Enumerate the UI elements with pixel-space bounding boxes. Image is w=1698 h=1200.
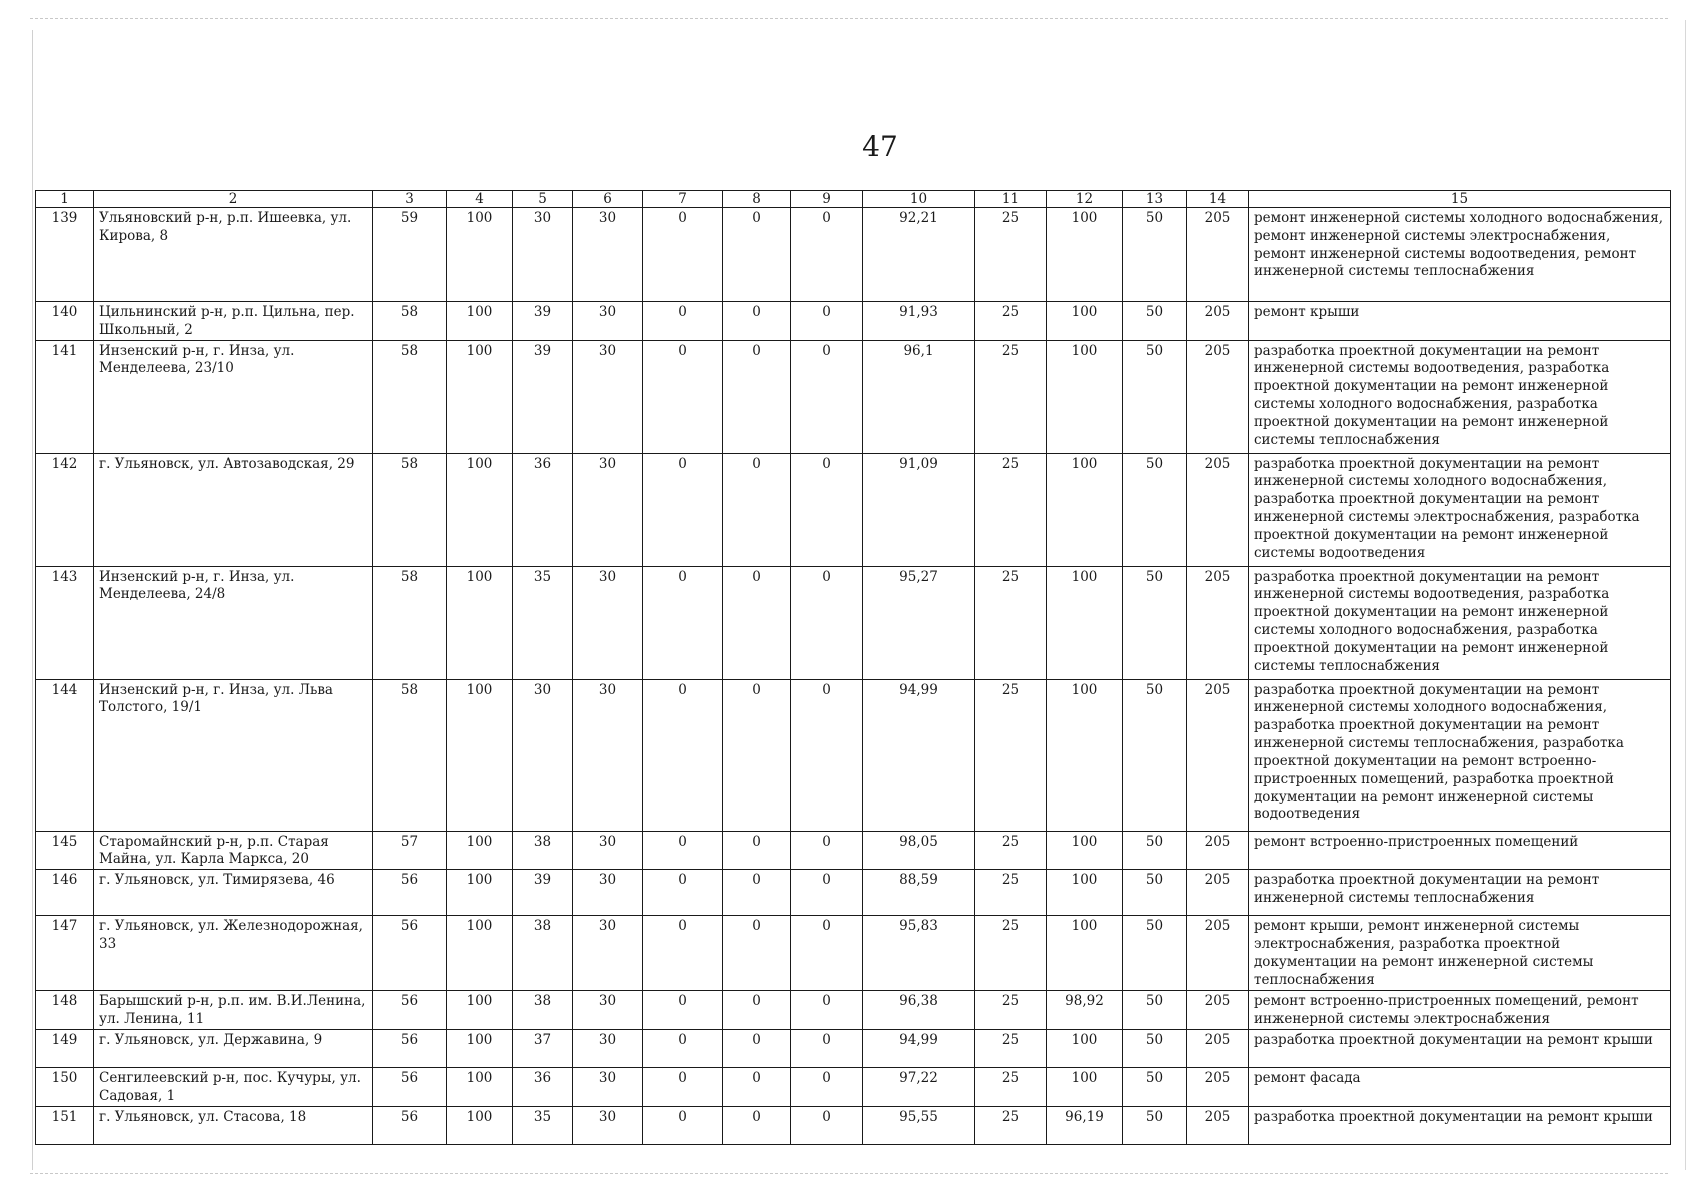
value-cell: 25 bbox=[975, 566, 1047, 679]
row-number: 146 bbox=[36, 870, 94, 916]
value-cell: 56 bbox=[373, 1067, 447, 1106]
value-cell: 30 bbox=[573, 302, 643, 341]
value-cell: 100 bbox=[1047, 916, 1123, 991]
value-cell: 50 bbox=[1123, 679, 1187, 831]
works-cell: ремонт крыши, ремонт инженерной системы электроснабжения, разработка проектной документации на ремонт инженерной системы теплоснабжения bbox=[1249, 916, 1671, 991]
value-cell: 100 bbox=[447, 340, 513, 453]
works-cell: разработка проектной документации на ремонт инженерной системы холодного водоснабжения, разработка проектной документации на ремонт инженерной системы электроснабжения, разработка проектной документации на ремонт инженерной системы водоотведения bbox=[1249, 453, 1671, 566]
value-cell: 50 bbox=[1123, 831, 1187, 870]
value-cell: 50 bbox=[1123, 302, 1187, 341]
value-cell: 97,22 bbox=[863, 1067, 975, 1106]
value-cell: 0 bbox=[723, 208, 791, 302]
value-cell: 56 bbox=[373, 991, 447, 1030]
value-cell: 59 bbox=[373, 208, 447, 302]
value-cell: 50 bbox=[1123, 870, 1187, 916]
value-cell: 56 bbox=[373, 916, 447, 991]
value-cell: 100 bbox=[447, 1029, 513, 1067]
value-cell: 30 bbox=[513, 679, 573, 831]
value-cell: 38 bbox=[513, 916, 573, 991]
value-cell: 100 bbox=[1047, 1029, 1123, 1067]
value-cell: 50 bbox=[1123, 1106, 1187, 1144]
address-cell: Инзенский р-н, г. Инза, ул. Льва Толстого, 19/1 bbox=[94, 679, 373, 831]
address-cell: г. Ульяновск, ул. Железнодорожная, 33 bbox=[94, 916, 373, 991]
column-header: 14 bbox=[1187, 191, 1249, 208]
row-number: 149 bbox=[36, 1029, 94, 1067]
value-cell: 50 bbox=[1123, 566, 1187, 679]
value-cell: 94,99 bbox=[863, 679, 975, 831]
table-row bbox=[36, 566, 1671, 679]
works-cell: разработка проектной документации на ремонт крыши bbox=[1249, 1106, 1671, 1144]
table-row bbox=[36, 1067, 1671, 1106]
works-cell: разработка проектной документации на ремонт крыши bbox=[1249, 1029, 1671, 1067]
value-cell: 0 bbox=[723, 566, 791, 679]
value-cell: 50 bbox=[1123, 340, 1187, 453]
value-cell: 0 bbox=[643, 679, 723, 831]
works-cell: разработка проектной документации на ремонт инженерной системы холодного водоснабжения, разработка проектной документации на ремонт инженерной системы теплоснабжения, разработка проектной документации на ремонт встроенно-пристроенных помещений, разработка проектной документации на ремонт инженерной системы водоотведения bbox=[1249, 679, 1671, 831]
value-cell: 0 bbox=[791, 870, 863, 916]
value-cell: 30 bbox=[573, 453, 643, 566]
value-cell: 100 bbox=[447, 831, 513, 870]
table-row bbox=[36, 1029, 1671, 1067]
value-cell: 100 bbox=[1047, 340, 1123, 453]
value-cell: 100 bbox=[447, 1106, 513, 1144]
value-cell: 0 bbox=[791, 1106, 863, 1144]
value-cell: 0 bbox=[643, 1067, 723, 1106]
value-cell: 100 bbox=[447, 208, 513, 302]
value-cell: 0 bbox=[791, 831, 863, 870]
value-cell: 95,83 bbox=[863, 916, 975, 991]
row-number: 148 bbox=[36, 991, 94, 1030]
value-cell: 100 bbox=[447, 566, 513, 679]
value-cell: 25 bbox=[975, 870, 1047, 916]
scan-edge-bottom bbox=[30, 1173, 1668, 1174]
value-cell: 0 bbox=[791, 1029, 863, 1067]
value-cell: 57 bbox=[373, 831, 447, 870]
houses-table bbox=[35, 190, 1671, 1145]
row-number: 151 bbox=[36, 1106, 94, 1144]
value-cell: 50 bbox=[1123, 208, 1187, 302]
column-header: 6 bbox=[573, 191, 643, 208]
value-cell: 95,27 bbox=[863, 566, 975, 679]
value-cell: 58 bbox=[373, 679, 447, 831]
value-cell: 0 bbox=[643, 340, 723, 453]
works-cell: ремонт инженерной системы холодного водоснабжения, ремонт инженерной системы электроснабжения, ремонт инженерной системы водоотведения, ремонт инженерной системы теплоснабжения bbox=[1249, 208, 1671, 302]
value-cell: 36 bbox=[513, 1067, 573, 1106]
works-cell: разработка проектной документации на ремонт инженерной системы водоотведения, разработка проектной документации на ремонт инженерной системы холодного водоснабжения, разработка проектной документации на ремонт инженерной системы теплоснабжения bbox=[1249, 566, 1671, 679]
value-cell: 0 bbox=[791, 208, 863, 302]
value-cell: 100 bbox=[447, 870, 513, 916]
value-cell: 25 bbox=[975, 991, 1047, 1030]
value-cell: 91,93 bbox=[863, 302, 975, 341]
value-cell: 205 bbox=[1187, 566, 1249, 679]
works-cell: ремонт встроенно-пристроенных помещений bbox=[1249, 831, 1671, 870]
value-cell: 94,99 bbox=[863, 1029, 975, 1067]
table-row bbox=[36, 679, 1671, 831]
table-row bbox=[36, 831, 1671, 870]
value-cell: 50 bbox=[1123, 1029, 1187, 1067]
column-header: 3 bbox=[373, 191, 447, 208]
value-cell: 98,92 bbox=[1047, 991, 1123, 1030]
table-row bbox=[36, 991, 1671, 1030]
table-body bbox=[36, 208, 1671, 1145]
table-row bbox=[36, 208, 1671, 302]
value-cell: 0 bbox=[723, 453, 791, 566]
value-cell: 0 bbox=[643, 302, 723, 341]
value-cell: 205 bbox=[1187, 302, 1249, 341]
value-cell: 30 bbox=[573, 991, 643, 1030]
value-cell: 100 bbox=[1047, 208, 1123, 302]
value-cell: 0 bbox=[643, 453, 723, 566]
value-cell: 205 bbox=[1187, 208, 1249, 302]
value-cell: 38 bbox=[513, 831, 573, 870]
value-cell: 30 bbox=[573, 1106, 643, 1144]
value-cell: 0 bbox=[723, 870, 791, 916]
value-cell: 0 bbox=[791, 916, 863, 991]
column-header: 1 bbox=[36, 191, 94, 208]
value-cell: 56 bbox=[373, 870, 447, 916]
value-cell: 0 bbox=[791, 340, 863, 453]
value-cell: 30 bbox=[573, 340, 643, 453]
works-cell: разработка проектной документации на ремонт инженерной системы водоотведения, разработка проектной документации на ремонт инженерной системы холодного водоснабжения, разработка проектной документации на ремонт инженерной системы теплоснабжения bbox=[1249, 340, 1671, 453]
page-number: 47 bbox=[862, 130, 898, 163]
value-cell: 0 bbox=[723, 679, 791, 831]
value-cell: 96,38 bbox=[863, 991, 975, 1030]
address-cell: г. Ульяновск, ул. Стасова, 18 bbox=[94, 1106, 373, 1144]
value-cell: 58 bbox=[373, 566, 447, 679]
works-cell: разработка проектной документации на ремонт инженерной системы теплоснабжения bbox=[1249, 870, 1671, 916]
value-cell: 205 bbox=[1187, 1106, 1249, 1144]
value-cell: 0 bbox=[643, 208, 723, 302]
value-cell: 0 bbox=[723, 1029, 791, 1067]
value-cell: 0 bbox=[791, 453, 863, 566]
column-header: 2 bbox=[94, 191, 373, 208]
value-cell: 25 bbox=[975, 1029, 1047, 1067]
table-header bbox=[36, 191, 1671, 208]
value-cell: 30 bbox=[573, 679, 643, 831]
value-cell: 35 bbox=[513, 1106, 573, 1144]
value-cell: 0 bbox=[643, 991, 723, 1030]
value-cell: 0 bbox=[643, 1029, 723, 1067]
row-number: 143 bbox=[36, 566, 94, 679]
value-cell: 0 bbox=[723, 302, 791, 341]
scan-edge-right bbox=[1685, 20, 1686, 1170]
value-cell: 25 bbox=[975, 916, 1047, 991]
value-cell: 30 bbox=[573, 208, 643, 302]
address-cell: Ульяновский р-н, р.п. Ишеевка, ул. Кирова, 8 bbox=[94, 208, 373, 302]
address-cell: Цильнинский р-н, р.п. Цильна, пер. Школьный, 2 bbox=[94, 302, 373, 341]
row-number: 141 bbox=[36, 340, 94, 453]
value-cell: 0 bbox=[723, 991, 791, 1030]
value-cell: 100 bbox=[447, 1067, 513, 1106]
table-row bbox=[36, 453, 1671, 566]
value-cell: 30 bbox=[573, 1067, 643, 1106]
address-cell: Барышский р-н, р.п. им. В.И.Ленина, ул. Ленина, 11 bbox=[94, 991, 373, 1030]
value-cell: 30 bbox=[573, 1029, 643, 1067]
value-cell: 96,19 bbox=[1047, 1106, 1123, 1144]
column-header: 15 bbox=[1249, 191, 1671, 208]
value-cell: 0 bbox=[723, 916, 791, 991]
value-cell: 100 bbox=[1047, 566, 1123, 679]
row-number: 147 bbox=[36, 916, 94, 991]
value-cell: 205 bbox=[1187, 1029, 1249, 1067]
column-header: 11 bbox=[975, 191, 1047, 208]
value-cell: 98,05 bbox=[863, 831, 975, 870]
value-cell: 0 bbox=[723, 1106, 791, 1144]
address-cell: Инзенский р-н, г. Инза, ул. Менделеева, 24/8 bbox=[94, 566, 373, 679]
value-cell: 100 bbox=[1047, 679, 1123, 831]
value-cell: 0 bbox=[723, 340, 791, 453]
value-cell: 30 bbox=[573, 916, 643, 991]
value-cell: 100 bbox=[447, 679, 513, 831]
value-cell: 30 bbox=[513, 208, 573, 302]
column-header: 4 bbox=[447, 191, 513, 208]
value-cell: 0 bbox=[643, 1106, 723, 1144]
value-cell: 100 bbox=[1047, 453, 1123, 566]
address-cell: Сенгилеевский р-н, пос. Кучуры, ул. Садовая, 1 bbox=[94, 1067, 373, 1106]
value-cell: 25 bbox=[975, 453, 1047, 566]
works-cell: ремонт встроенно-пристроенных помещений, ремонт инженерной системы электроснабжения bbox=[1249, 991, 1671, 1030]
row-number: 145 bbox=[36, 831, 94, 870]
address-cell: г. Ульяновск, ул. Тимирязева, 46 bbox=[94, 870, 373, 916]
value-cell: 96,1 bbox=[863, 340, 975, 453]
value-cell: 58 bbox=[373, 453, 447, 566]
value-cell: 0 bbox=[791, 679, 863, 831]
value-cell: 50 bbox=[1123, 1067, 1187, 1106]
value-cell: 205 bbox=[1187, 991, 1249, 1030]
row-number: 144 bbox=[36, 679, 94, 831]
address-cell: Старомайнский р-н, р.п. Старая Майна, ул. Карла Маркса, 20 bbox=[94, 831, 373, 870]
row-number: 150 bbox=[36, 1067, 94, 1106]
address-cell: Инзенский р-н, г. Инза, ул. Менделеева, 23/10 bbox=[94, 340, 373, 453]
value-cell: 0 bbox=[643, 831, 723, 870]
value-cell: 38 bbox=[513, 991, 573, 1030]
value-cell: 0 bbox=[643, 916, 723, 991]
row-number: 139 bbox=[36, 208, 94, 302]
column-header: 9 bbox=[791, 191, 863, 208]
value-cell: 0 bbox=[643, 870, 723, 916]
value-cell: 0 bbox=[723, 831, 791, 870]
value-cell: 95,55 bbox=[863, 1106, 975, 1144]
value-cell: 0 bbox=[723, 1067, 791, 1106]
address-cell: г. Ульяновск, ул. Автозаводская, 29 bbox=[94, 453, 373, 566]
value-cell: 205 bbox=[1187, 340, 1249, 453]
value-cell: 25 bbox=[975, 302, 1047, 341]
table-row bbox=[36, 870, 1671, 916]
value-cell: 100 bbox=[447, 302, 513, 341]
value-cell: 92,21 bbox=[863, 208, 975, 302]
value-cell: 56 bbox=[373, 1106, 447, 1144]
value-cell: 30 bbox=[573, 566, 643, 679]
column-header: 8 bbox=[723, 191, 791, 208]
value-cell: 100 bbox=[447, 453, 513, 566]
value-cell: 58 bbox=[373, 302, 447, 341]
value-cell: 25 bbox=[975, 208, 1047, 302]
value-cell: 25 bbox=[975, 1106, 1047, 1144]
value-cell: 205 bbox=[1187, 916, 1249, 991]
value-cell: 36 bbox=[513, 453, 573, 566]
column-header: 7 bbox=[643, 191, 723, 208]
value-cell: 91,09 bbox=[863, 453, 975, 566]
value-cell: 205 bbox=[1187, 679, 1249, 831]
value-cell: 50 bbox=[1123, 991, 1187, 1030]
value-cell: 25 bbox=[975, 831, 1047, 870]
works-cell: ремонт крыши bbox=[1249, 302, 1671, 341]
column-header: 5 bbox=[513, 191, 573, 208]
value-cell: 100 bbox=[447, 916, 513, 991]
value-cell: 0 bbox=[791, 1067, 863, 1106]
value-cell: 100 bbox=[1047, 1067, 1123, 1106]
row-number: 142 bbox=[36, 453, 94, 566]
scan-edge-left bbox=[32, 30, 33, 1170]
value-cell: 0 bbox=[643, 566, 723, 679]
value-cell: 0 bbox=[791, 302, 863, 341]
value-cell: 35 bbox=[513, 566, 573, 679]
value-cell: 0 bbox=[791, 566, 863, 679]
value-cell: 25 bbox=[975, 340, 1047, 453]
table-row bbox=[36, 916, 1671, 991]
value-cell: 56 bbox=[373, 1029, 447, 1067]
value-cell: 100 bbox=[1047, 831, 1123, 870]
value-cell: 30 bbox=[573, 831, 643, 870]
value-cell: 58 bbox=[373, 340, 447, 453]
value-cell: 100 bbox=[1047, 302, 1123, 341]
value-cell: 100 bbox=[1047, 870, 1123, 916]
value-cell: 39 bbox=[513, 340, 573, 453]
value-cell: 25 bbox=[975, 679, 1047, 831]
value-cell: 205 bbox=[1187, 453, 1249, 566]
column-header: 13 bbox=[1123, 191, 1187, 208]
value-cell: 205 bbox=[1187, 870, 1249, 916]
value-cell: 205 bbox=[1187, 1067, 1249, 1106]
value-cell: 50 bbox=[1123, 916, 1187, 991]
scan-edge-top bbox=[30, 18, 1668, 19]
works-cell: ремонт фасада bbox=[1249, 1067, 1671, 1106]
value-cell: 39 bbox=[513, 870, 573, 916]
value-cell: 205 bbox=[1187, 831, 1249, 870]
value-cell: 30 bbox=[573, 870, 643, 916]
column-header: 10 bbox=[863, 191, 975, 208]
value-cell: 25 bbox=[975, 1067, 1047, 1106]
column-header: 12 bbox=[1047, 191, 1123, 208]
value-cell: 50 bbox=[1123, 453, 1187, 566]
value-cell: 37 bbox=[513, 1029, 573, 1067]
table-row bbox=[36, 340, 1671, 453]
address-cell: г. Ульяновск, ул. Державина, 9 bbox=[94, 1029, 373, 1067]
table-row bbox=[36, 1106, 1671, 1144]
value-cell: 100 bbox=[447, 991, 513, 1030]
table-row bbox=[36, 302, 1671, 341]
value-cell: 39 bbox=[513, 302, 573, 341]
value-cell: 88,59 bbox=[863, 870, 975, 916]
value-cell: 0 bbox=[791, 991, 863, 1030]
row-number: 140 bbox=[36, 302, 94, 341]
header-row bbox=[36, 191, 1671, 208]
